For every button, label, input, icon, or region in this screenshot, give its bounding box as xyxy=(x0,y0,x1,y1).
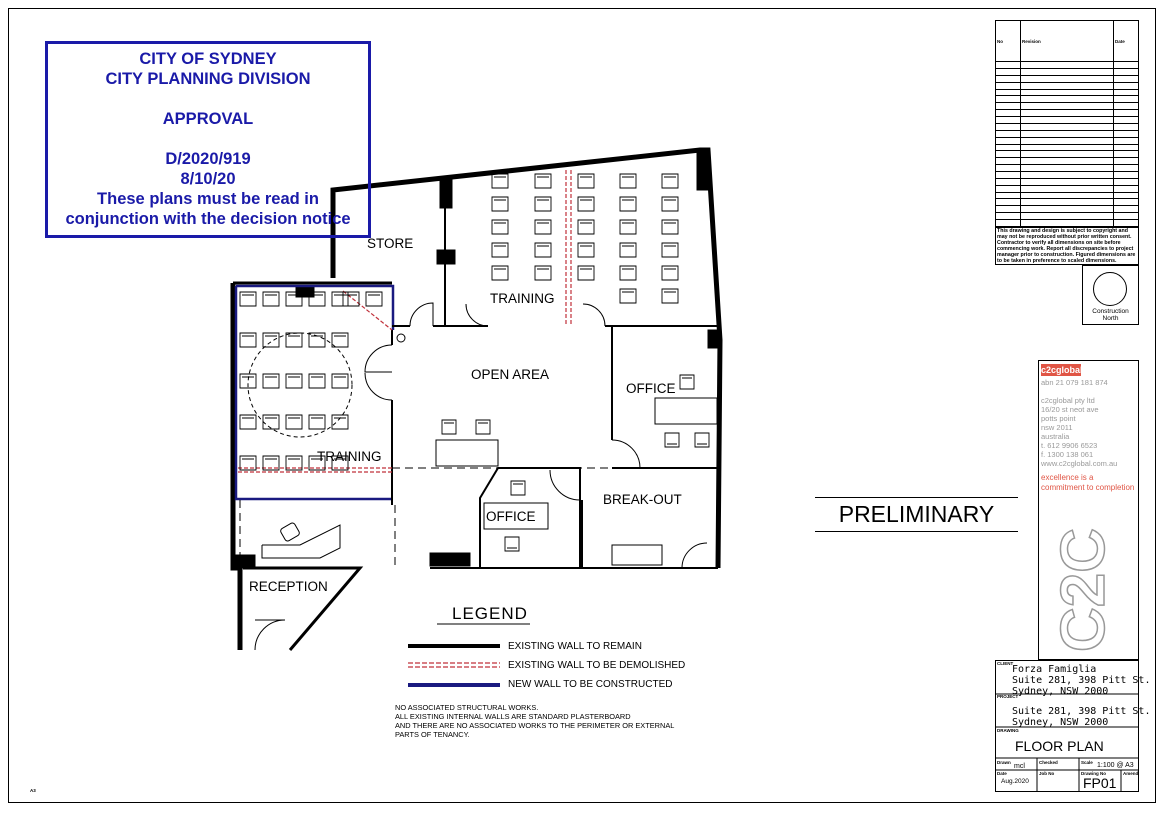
revision-row xyxy=(996,103,1139,110)
door-9 xyxy=(255,620,285,650)
chair xyxy=(343,292,359,306)
revision-row xyxy=(996,75,1139,82)
chair xyxy=(332,374,348,388)
chair xyxy=(492,197,508,211)
chair xyxy=(263,292,279,306)
sheet-size: A3 xyxy=(30,788,36,793)
door-2 xyxy=(466,304,488,326)
company-logo: c2cglobal xyxy=(1041,365,1083,375)
chair xyxy=(286,333,302,347)
chair xyxy=(620,197,636,211)
chair xyxy=(620,243,636,257)
revision-row xyxy=(996,165,1139,172)
revision-row xyxy=(996,151,1139,158)
chair xyxy=(366,292,382,306)
project-block xyxy=(1012,706,1150,728)
chair xyxy=(578,174,594,188)
office-desk xyxy=(655,398,717,424)
chair xyxy=(263,333,279,347)
chair xyxy=(240,292,256,306)
revision-row xyxy=(996,82,1139,89)
room-training-left: TRAINING xyxy=(317,449,382,464)
scale-value: 1:100 @ A3 xyxy=(1097,762,1134,769)
chair xyxy=(505,537,519,551)
project-label: PROJECT xyxy=(997,694,1019,699)
revision-row xyxy=(996,144,1139,151)
chair xyxy=(620,266,636,280)
chair xyxy=(535,266,551,280)
chair xyxy=(332,415,348,429)
chair xyxy=(263,415,279,429)
chair xyxy=(535,197,551,211)
column-4 xyxy=(708,330,718,348)
legend-existing-demolish: EXISTING WALL TO BE DEMOLISHED xyxy=(508,660,686,671)
chair xyxy=(286,374,302,388)
chair xyxy=(309,374,325,388)
amend-label: Amend xyxy=(1123,771,1139,776)
chair xyxy=(578,220,594,234)
column-6 xyxy=(430,553,470,566)
company-addr-1: 16/20 st neot ave xyxy=(1041,405,1099,414)
chair xyxy=(535,220,551,234)
reception-desk xyxy=(262,525,340,558)
revision-row xyxy=(996,206,1139,213)
revision-row xyxy=(996,192,1139,199)
revision-row xyxy=(996,62,1139,69)
revision-row xyxy=(996,219,1139,226)
legend-title: LEGEND xyxy=(452,604,528,623)
column-2 xyxy=(437,250,455,264)
room-office-small: OFFICE xyxy=(486,509,536,524)
revision-row xyxy=(996,117,1139,124)
revision-table xyxy=(995,20,1139,227)
room-store: STORE xyxy=(367,236,414,251)
revision-row xyxy=(996,123,1139,130)
company-name: c2cglobal pty ltd xyxy=(1041,396,1095,405)
chair xyxy=(492,220,508,234)
fire-extinguisher xyxy=(397,334,405,342)
room-training-top: TRAINING xyxy=(490,291,555,306)
project-line-2: Sydney, NSW 2000 xyxy=(1012,717,1109,728)
revision-row xyxy=(996,110,1139,117)
c2c-logo-mark xyxy=(1042,525,1139,655)
new-wall-training-bottom xyxy=(236,286,392,499)
door-1 xyxy=(410,303,433,326)
chair xyxy=(620,289,636,303)
company-web: www.c2cglobal.com.au xyxy=(1041,459,1118,468)
note-line-3: AND THERE ARE NO ASSOCIATED WORKS TO THE PERIMETER OR EXTERNAL xyxy=(395,721,675,730)
preliminary-label: PRELIMINARY xyxy=(815,497,1018,532)
company-addr-3: nsw 2011 xyxy=(1041,423,1073,432)
drawing-label: DRAWING xyxy=(997,728,1019,733)
chair xyxy=(309,415,325,429)
chair xyxy=(578,266,594,280)
chair xyxy=(263,374,279,388)
room-open-area: OPEN AREA xyxy=(471,367,550,382)
client-line-1: Forza Famiglia xyxy=(1012,664,1097,675)
revision-row xyxy=(996,96,1139,103)
chair xyxy=(680,375,694,389)
revision-row xyxy=(996,137,1139,144)
chair xyxy=(578,197,594,211)
chair xyxy=(309,333,325,347)
stamp-line-6: These plans must be read in xyxy=(97,190,319,208)
north-line-1: Construction xyxy=(1092,308,1129,315)
company-addr-2: potts point xyxy=(1041,414,1076,423)
radius-circle xyxy=(248,333,352,437)
company-addr-4: australia xyxy=(1041,432,1070,441)
chair xyxy=(442,420,456,434)
chair xyxy=(535,174,551,188)
room-office-right: OFFICE xyxy=(626,381,676,396)
door-8 xyxy=(682,543,707,568)
note-line-1: NO ASSOCIATED STRUCTURAL WORKS. xyxy=(395,703,539,712)
job-no-label: Job No xyxy=(1039,771,1055,776)
chair xyxy=(240,415,256,429)
breakout-table xyxy=(612,545,662,565)
rev-col-no: No xyxy=(996,21,1021,62)
open-area-table xyxy=(436,440,498,466)
company-abn: abn 21 079 181 874 xyxy=(1041,378,1108,387)
revision-row xyxy=(996,213,1139,220)
chair xyxy=(492,174,508,188)
north-label xyxy=(1084,308,1137,322)
revision-row xyxy=(996,130,1139,137)
client-block xyxy=(1012,664,1150,697)
legend-existing-remain: EXISTING WALL TO REMAIN xyxy=(508,641,642,652)
chair xyxy=(286,415,302,429)
c2c-mark-text: C2C xyxy=(1049,527,1118,653)
room-reception: RECEPTION xyxy=(249,579,328,594)
copyright-disclaimer: This drawing and design is subject to copyright and may not be reproduced without prior written consent. Contractor to verify all dimensions on site before commencing work. Report all discrepancies to project manager prior to construction. Figured dimensions are to be taken in preference to scaled dimensions. xyxy=(995,227,1139,265)
note-line-2: ALL EXISTING INTERNAL WALLS ARE STANDARD PLASTERBOARD xyxy=(395,712,631,721)
drawing-no-value: FP01 xyxy=(1083,775,1117,791)
demolish-wall-3 xyxy=(343,291,392,330)
date-value: Aug.2020 xyxy=(1001,778,1029,785)
revision-row xyxy=(996,199,1139,206)
project-line-1: Suite 281, 398 Pitt St. xyxy=(1012,706,1151,717)
chair xyxy=(662,197,678,211)
column-3 xyxy=(697,150,709,190)
chair xyxy=(695,433,709,447)
door-3 xyxy=(583,304,605,326)
stamp-line-7: conjunction with the decision notice xyxy=(65,210,351,228)
chair xyxy=(665,433,679,447)
reception-chair xyxy=(280,522,301,542)
note-line-4: PARTS OF TENANCY. xyxy=(395,730,470,739)
chair xyxy=(662,266,678,280)
checked-label: Checked xyxy=(1039,760,1058,765)
stamp-line-1: CITY OF SYDNEY xyxy=(139,50,277,68)
chair xyxy=(662,243,678,257)
column-1 xyxy=(440,180,452,208)
door-6 xyxy=(612,440,640,468)
chair xyxy=(620,220,636,234)
drawing-no-label: Drawing No xyxy=(1081,771,1107,776)
chair xyxy=(578,243,594,257)
chair xyxy=(492,243,508,257)
column-5 xyxy=(233,555,255,568)
door-5 xyxy=(365,373,392,400)
stamp-line-4: D/2020/919 xyxy=(165,150,251,168)
revision-row xyxy=(996,158,1139,165)
revision-row xyxy=(996,69,1139,76)
chair xyxy=(332,292,348,306)
rev-col-date: Date xyxy=(1114,21,1139,62)
scale-label: Scale xyxy=(1081,760,1093,765)
chair xyxy=(535,243,551,257)
notes xyxy=(395,703,674,739)
client-line-3: Sydney, NSW 2000 xyxy=(1012,686,1109,697)
chair xyxy=(476,420,490,434)
revision-row xyxy=(996,185,1139,192)
drawn-label: Drawn xyxy=(997,760,1011,765)
chair xyxy=(492,266,508,280)
company-info xyxy=(1041,378,1134,493)
door-4 xyxy=(365,345,392,372)
client-line-2: Suite 281, 398 Pitt St. xyxy=(1012,675,1151,686)
stamp-line-3: APPROVAL xyxy=(162,110,254,128)
revision-row xyxy=(996,171,1139,178)
north-line-2: North xyxy=(1102,315,1119,322)
door-7 xyxy=(550,470,580,500)
client-label: CLIENT xyxy=(997,661,1014,666)
legend-new-wall: NEW WALL TO BE CONSTRUCTED xyxy=(508,679,673,690)
north-arrow-icon xyxy=(1093,272,1127,306)
room-break-out: BREAK-OUT xyxy=(603,492,682,507)
drawn-value: mcl xyxy=(1014,763,1025,770)
chair xyxy=(662,220,678,234)
chair xyxy=(620,174,636,188)
rev-col-revision: Revision xyxy=(1021,21,1114,62)
company-fax: f. 1300 138 061 xyxy=(1041,450,1094,459)
date-label: Date xyxy=(997,771,1007,776)
company-tagline-2: commitment to completion xyxy=(1041,483,1135,492)
stamp-line-5: 8/10/20 xyxy=(180,170,236,188)
drawing-title: FLOOR PLAN xyxy=(1015,738,1104,754)
revision-row xyxy=(996,89,1139,96)
stamp-line-2: CITY PLANNING DIVISION xyxy=(105,70,311,88)
chair xyxy=(511,481,525,495)
company-tel: t. 612 9906 6523 xyxy=(1041,441,1098,450)
chair xyxy=(332,333,348,347)
company-tagline-1: excellence is a xyxy=(1041,473,1094,482)
chair xyxy=(662,174,678,188)
approval-stamp xyxy=(45,41,371,238)
chair xyxy=(662,289,678,303)
revision-row xyxy=(996,178,1139,185)
chair xyxy=(240,333,256,347)
